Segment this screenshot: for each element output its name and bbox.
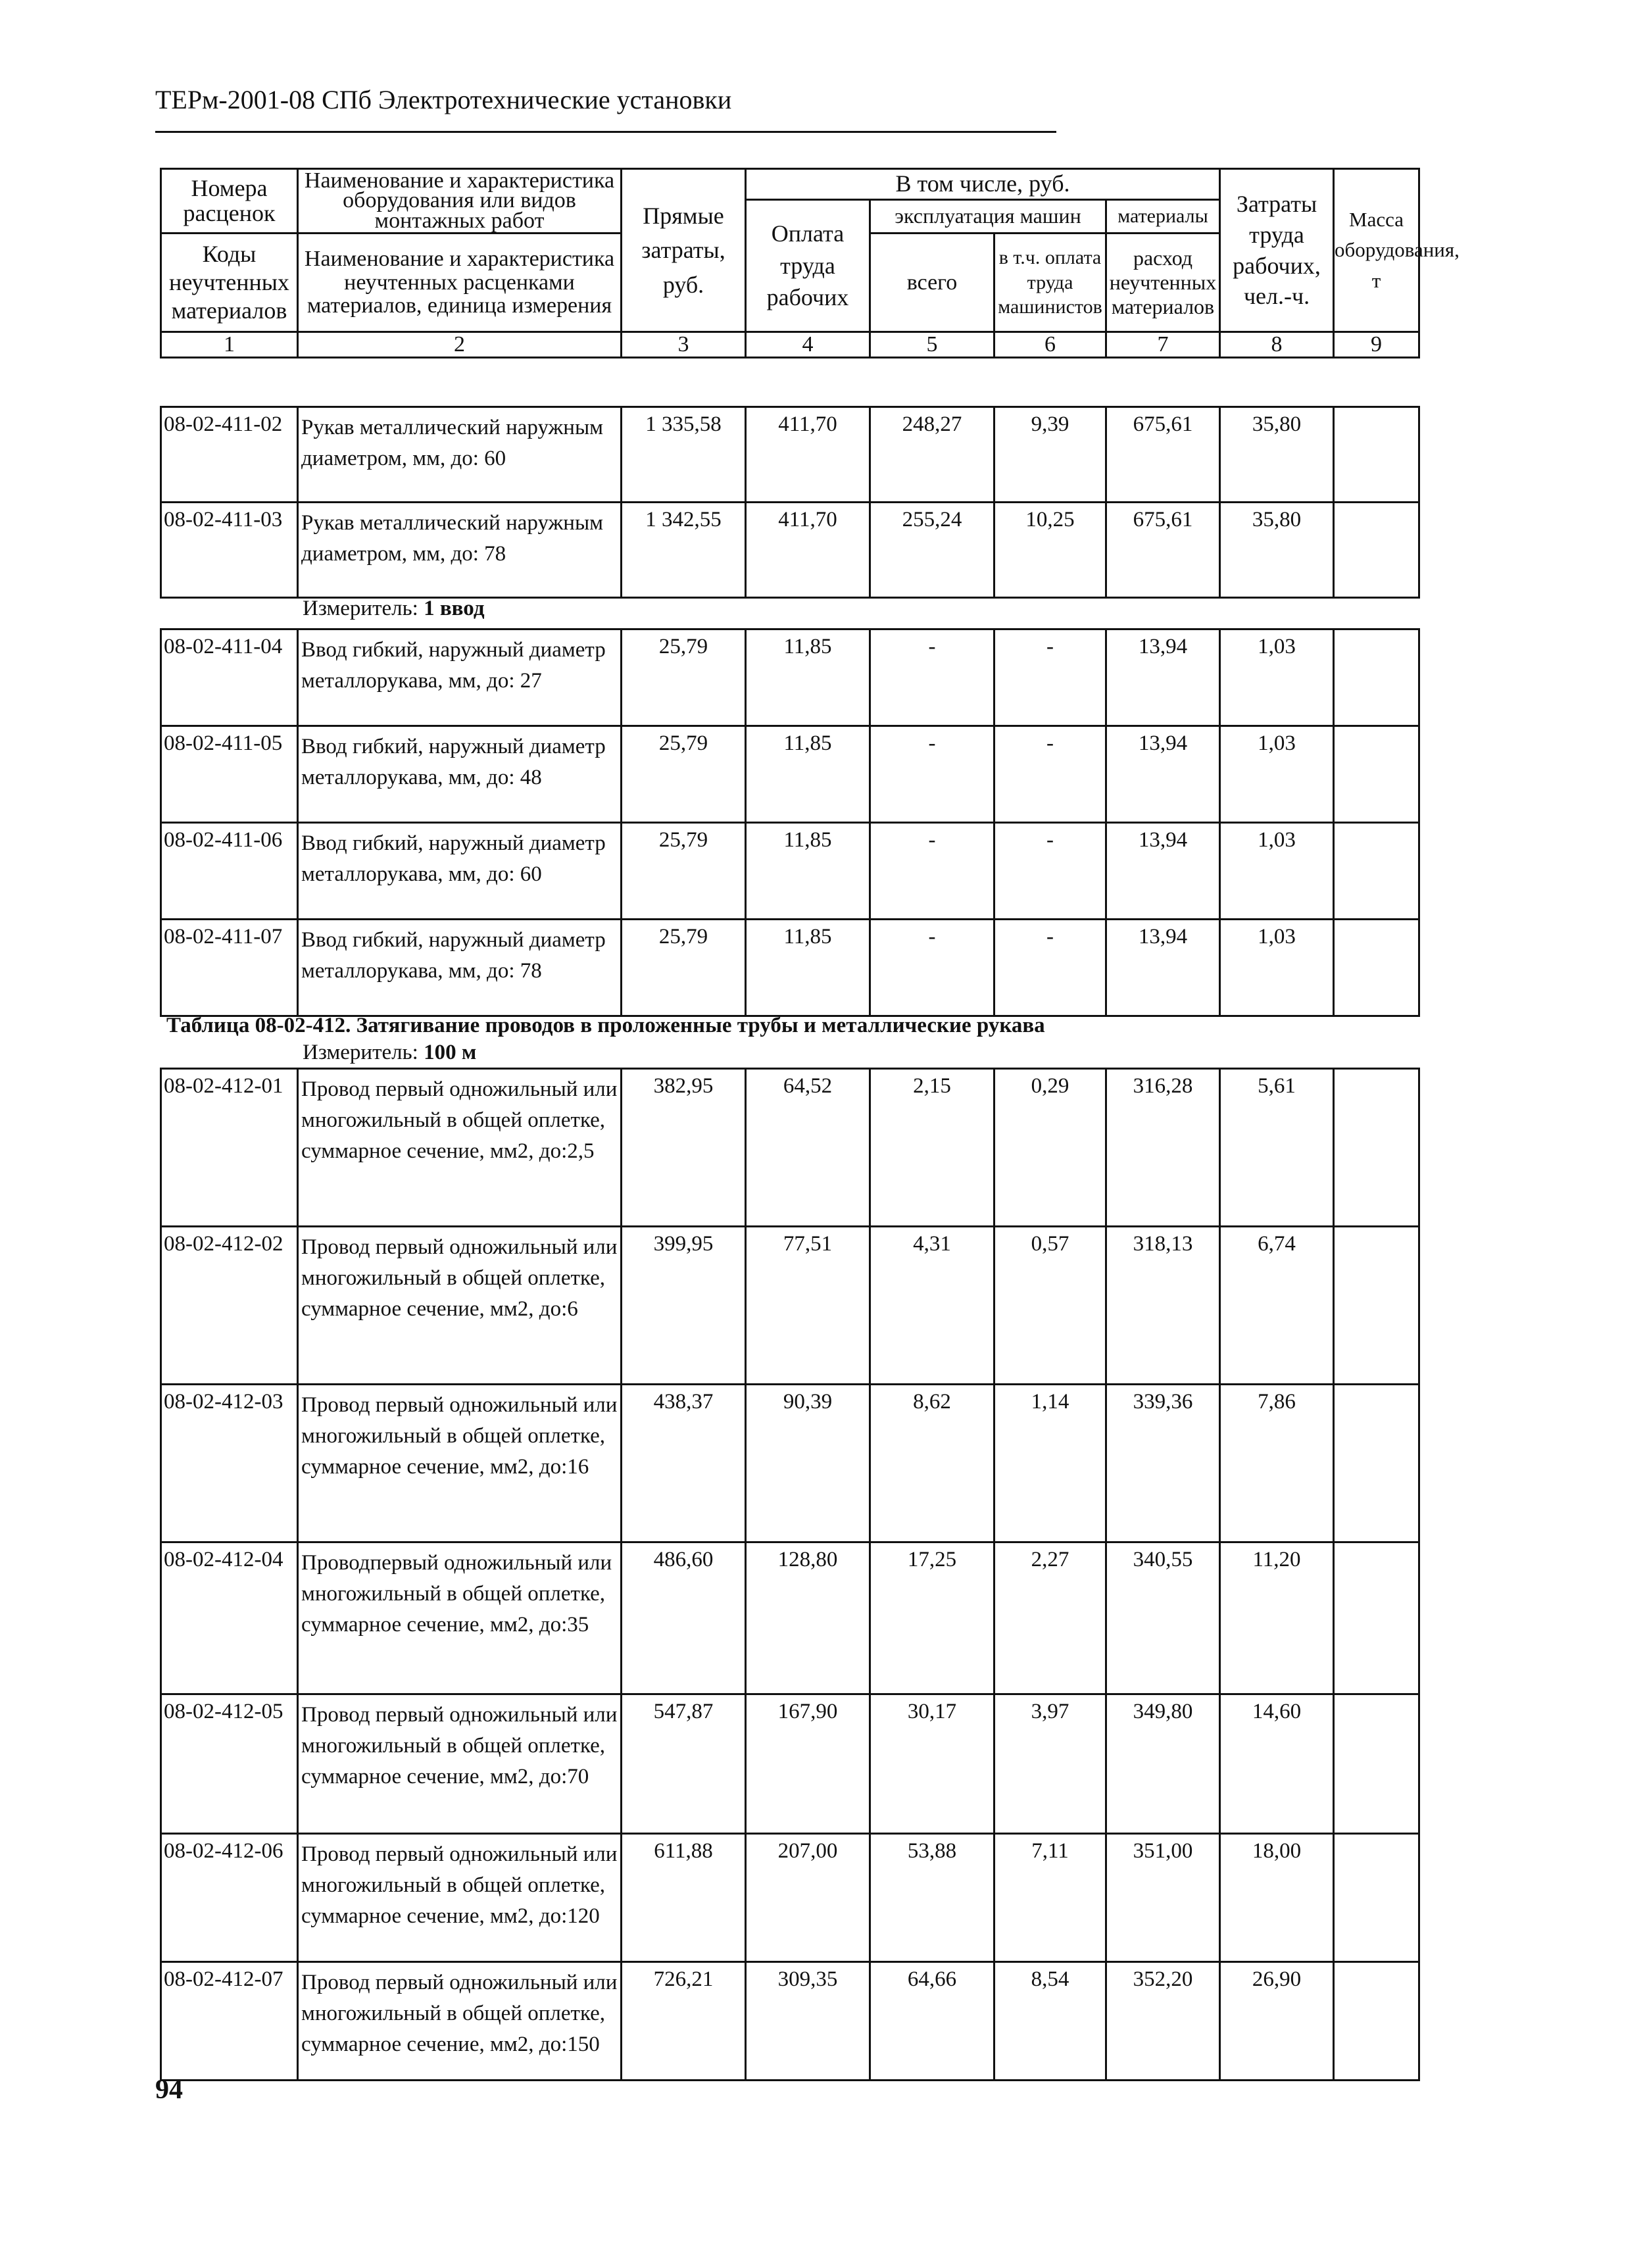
materials-cost-cell: 675,61 <box>1106 503 1220 598</box>
rates-table-wires <box>160 1068 1420 2081</box>
header-number-6: 6 <box>994 332 1106 358</box>
equipment-mass-cell <box>1334 407 1419 503</box>
header-group-label: В том числе, руб. <box>746 169 1220 200</box>
table-row <box>161 726 1419 823</box>
labor-pay-cell: 64,52 <box>746 1069 870 1227</box>
work-name-cell: Ввод гибкий, наружный диаметр металлорукава, мм, до: 48 <box>298 726 622 823</box>
work-name-cell: Ввод гибкий, наружный диаметр металлорукава, мм, до: 60 <box>298 823 622 920</box>
labor-hours-cell: 35,80 <box>1220 503 1334 598</box>
title-rule <box>155 131 1056 133</box>
labor-hours-cell: 35,80 <box>1220 407 1334 503</box>
direct-cost-cell: 399,95 <box>622 1227 746 1385</box>
header-number-5: 5 <box>870 332 994 358</box>
rate-code-cell: 08-02-412-01 <box>161 1069 298 1227</box>
materials-cost-cell: 13,94 <box>1106 823 1220 920</box>
header-col6: в т.ч. оплата труда машинистов <box>994 234 1106 332</box>
equipment-mass-cell <box>1334 726 1419 823</box>
header-col3: Прямые затраты, руб. <box>622 169 746 332</box>
machine-cost-cell: - <box>870 726 994 823</box>
materials-cost-cell: 349,80 <box>1106 1694 1220 1834</box>
table-row <box>161 629 1419 726</box>
machinist-pay-cell: 1,14 <box>994 1385 1106 1542</box>
equipment-mass-cell <box>1334 1962 1419 2081</box>
labor-pay-cell: 77,51 <box>746 1227 870 1385</box>
equipment-mass-cell <box>1334 823 1419 920</box>
column-header-table <box>160 168 1460 358</box>
machinist-pay-cell: - <box>994 726 1106 823</box>
machine-cost-cell: - <box>870 920 994 1016</box>
labor-hours-cell: 1,03 <box>1220 823 1334 920</box>
machinist-pay-cell: 9,39 <box>994 407 1106 503</box>
equipment-mass-cell <box>1334 1069 1419 1227</box>
equipment-mass-cell <box>1334 1227 1419 1385</box>
labor-hours-cell: 1,03 <box>1220 629 1334 726</box>
work-name-cell: Ввод гибкий, наружный диаметр металлорукава, мм, до: 78 <box>298 920 622 1016</box>
direct-cost-cell: 438,37 <box>622 1385 746 1542</box>
labor-pay-cell: 11,85 <box>746 629 870 726</box>
measure-unit-2 <box>303 1041 476 1065</box>
direct-cost-cell: 25,79 <box>622 726 746 823</box>
direct-cost-cell: 611,88 <box>622 1834 746 1962</box>
materials-cost-cell: 13,94 <box>1106 920 1220 1016</box>
work-name-cell: Ввод гибкий, наружный диаметр металлорукава, мм, до: 27 <box>298 629 622 726</box>
rate-code-cell: 08-02-411-04 <box>161 629 298 726</box>
rate-code-cell: 08-02-412-05 <box>161 1694 298 1834</box>
labor-hours-cell: 6,74 <box>1220 1227 1334 1385</box>
labor-hours-cell: 1,03 <box>1220 726 1334 823</box>
header-number-1: 1 <box>161 332 298 358</box>
work-name-cell: Рукав металлический наружным диаметром, мм, до: 60 <box>298 407 622 503</box>
labor-pay-cell: 11,85 <box>746 726 870 823</box>
measure-value: 1 ввод <box>424 597 485 620</box>
table-row <box>161 1834 1419 1962</box>
machine-cost-cell: 17,25 <box>870 1542 994 1694</box>
machinist-pay-cell: 8,54 <box>994 1962 1106 2081</box>
rate-code-cell: 08-02-412-04 <box>161 1542 298 1694</box>
direct-cost-cell: 486,60 <box>622 1542 746 1694</box>
labor-hours-cell: 14,60 <box>1220 1694 1334 1834</box>
table-row <box>161 1542 1419 1694</box>
labor-pay-cell: 90,39 <box>746 1385 870 1542</box>
header-number-8: 8 <box>1220 332 1334 358</box>
header-materials-label: материалы <box>1106 200 1220 234</box>
header-number-3: 3 <box>622 332 746 358</box>
labor-pay-cell: 11,85 <box>746 823 870 920</box>
machinist-pay-cell: - <box>994 823 1106 920</box>
machinist-pay-cell: 3,97 <box>994 1694 1106 1834</box>
machinist-pay-cell: 0,29 <box>994 1069 1106 1227</box>
table-row <box>161 503 1419 598</box>
header-col5: всего <box>870 234 994 332</box>
machine-cost-cell: - <box>870 629 994 726</box>
machinist-pay-cell: 0,57 <box>994 1227 1106 1385</box>
labor-pay-cell: 207,00 <box>746 1834 870 1962</box>
labor-pay-cell: 11,85 <box>746 920 870 1016</box>
materials-cost-cell: 13,94 <box>1106 629 1220 726</box>
machine-cost-cell: 255,24 <box>870 503 994 598</box>
materials-cost-cell: 352,20 <box>1106 1962 1220 2081</box>
rate-code-cell: 08-02-411-02 <box>161 407 298 503</box>
rate-code-cell: 08-02-411-07 <box>161 920 298 1016</box>
machinist-pay-cell: 7,11 <box>994 1834 1106 1962</box>
rates-table-flexible-inputs <box>160 628 1420 1017</box>
header-col9: Масса оборудования, т <box>1334 169 1419 332</box>
work-name-cell: Рукав металлический наружным диаметром, мм, до: 78 <box>298 503 622 598</box>
direct-cost-cell: 1 335,58 <box>622 407 746 503</box>
direct-cost-cell: 25,79 <box>622 823 746 920</box>
machinist-pay-cell: - <box>994 920 1106 1016</box>
labor-pay-cell: 128,80 <box>746 1542 870 1694</box>
machine-cost-cell: 64,66 <box>870 1962 994 2081</box>
machine-cost-cell: - <box>870 823 994 920</box>
labor-hours-cell: 1,03 <box>1220 920 1334 1016</box>
header-number-4: 4 <box>746 332 870 358</box>
materials-cost-cell: 318,13 <box>1106 1227 1220 1385</box>
page-number: 94 <box>155 2075 183 2105</box>
equipment-mass-cell <box>1334 1385 1419 1542</box>
direct-cost-cell: 25,79 <box>622 629 746 726</box>
direct-cost-cell: 726,21 <box>622 1962 746 2081</box>
header-col2-bottom: Наименование и характеристика неучтенных расценками материалов, единица измерения <box>298 234 622 332</box>
header-number-7: 7 <box>1106 332 1220 358</box>
table-row <box>161 823 1419 920</box>
work-name-cell: Провод первый одножильный или многожильный в общей оплетке, суммарное сечение, мм2, до:2,5 <box>298 1069 622 1227</box>
machine-cost-cell: 2,15 <box>870 1069 994 1227</box>
equipment-mass-cell <box>1334 629 1419 726</box>
header-col8: Затраты труда рабочих, чел.-ч. <box>1220 169 1334 332</box>
header-col4: Оплата труда рабочих <box>746 200 870 332</box>
table-row <box>161 1227 1419 1385</box>
materials-cost-cell: 316,28 <box>1106 1069 1220 1227</box>
materials-cost-cell: 340,55 <box>1106 1542 1220 1694</box>
equipment-mass-cell <box>1334 1694 1419 1834</box>
materials-cost-cell: 13,94 <box>1106 726 1220 823</box>
rate-code-cell: 08-02-412-06 <box>161 1834 298 1962</box>
rate-code-cell: 08-02-411-05 <box>161 726 298 823</box>
measure-label: Измеритель: <box>303 597 418 620</box>
equipment-mass-cell <box>1334 1542 1419 1694</box>
direct-cost-cell: 382,95 <box>622 1069 746 1227</box>
table-row <box>161 1962 1419 2081</box>
work-name-cell: Проводпервый одножильный или многожильный в общей оплетке, суммарное сечение, мм2, до:35 <box>298 1542 622 1694</box>
work-name-cell: Провод первый одножильный или многожильный в общей оплетке, суммарное сечение, мм2, до:6 <box>298 1227 622 1385</box>
machine-cost-cell: 30,17 <box>870 1694 994 1834</box>
table-row <box>161 407 1419 503</box>
materials-cost-cell: 351,00 <box>1106 1834 1220 1962</box>
labor-pay-cell: 309,35 <box>746 1962 870 2081</box>
labor-hours-cell: 11,20 <box>1220 1542 1334 1694</box>
work-name-cell: Провод первый одножильный или многожильный в общей оплетке, суммарное сечение, мм2, до:16 <box>298 1385 622 1542</box>
header-machines-label: эксплуатация машин <box>870 200 1106 234</box>
direct-cost-cell: 547,87 <box>622 1694 746 1834</box>
machine-cost-cell: 53,88 <box>870 1834 994 1962</box>
labor-pay-cell: 411,70 <box>746 407 870 503</box>
header-col1-top: Номера расценок <box>161 169 298 234</box>
materials-cost-cell: 675,61 <box>1106 407 1220 503</box>
measure-unit-1 <box>303 597 485 621</box>
machine-cost-cell: 4,31 <box>870 1227 994 1385</box>
labor-hours-cell: 18,00 <box>1220 1834 1334 1962</box>
machinist-pay-cell: - <box>994 629 1106 726</box>
labor-hours-cell: 5,61 <box>1220 1069 1334 1227</box>
table-caption: Таблица 08-02-412. Затягивание проводов в проложенные трубы и металлические рукава <box>166 1014 1045 1037</box>
rates-table-hoses <box>160 406 1420 599</box>
rate-code-cell: 08-02-412-07 <box>161 1962 298 2081</box>
header-col7: расход неучтенных материалов <box>1106 234 1220 332</box>
table-row <box>161 1385 1419 1542</box>
measure-label: Измеритель: <box>303 1041 418 1064</box>
equipment-mass-cell <box>1334 1834 1419 1962</box>
machinist-pay-cell: 2,27 <box>994 1542 1106 1694</box>
table-row <box>161 920 1419 1016</box>
work-name-cell: Провод первый одножильный или многожильный в общей оплетке, суммарное сечение, мм2, до:150 <box>298 1962 622 2081</box>
work-name-cell: Провод первый одножильный или многожильный в общей оплетке, суммарное сечение, мм2, до:120 <box>298 1834 622 1962</box>
labor-hours-cell: 7,86 <box>1220 1385 1334 1542</box>
table-row <box>161 1694 1419 1834</box>
direct-cost-cell: 1 342,55 <box>622 503 746 598</box>
rate-code-cell: 08-02-411-03 <box>161 503 298 598</box>
machine-cost-cell: 8,62 <box>870 1385 994 1542</box>
rate-code-cell: 08-02-412-02 <box>161 1227 298 1385</box>
table-row <box>161 1069 1419 1227</box>
header-col2-top: Наименование и характеристика оборудования или видов монтажных работ <box>298 169 622 234</box>
equipment-mass-cell <box>1334 920 1419 1016</box>
equipment-mass-cell <box>1334 503 1419 598</box>
machinist-pay-cell: 10,25 <box>994 503 1106 598</box>
machine-cost-cell: 248,27 <box>870 407 994 503</box>
labor-pay-cell: 167,90 <box>746 1694 870 1834</box>
rate-code-cell: 08-02-411-06 <box>161 823 298 920</box>
work-name-cell: Провод первый одножильный или многожильный в общей оплетке, суммарное сечение, мм2, до:70 <box>298 1694 622 1834</box>
rate-code-cell: 08-02-412-03 <box>161 1385 298 1542</box>
page-title: ТЕРм-2001-08 СПб Электротехнические установки <box>155 85 732 114</box>
header-number-2: 2 <box>298 332 622 358</box>
measure-value: 100 м <box>424 1041 477 1064</box>
header-col1-bottom: Коды неучтенных материалов <box>161 234 298 332</box>
direct-cost-cell: 25,79 <box>622 920 746 1016</box>
labor-hours-cell: 26,90 <box>1220 1962 1334 2081</box>
header-number-9: 9 <box>1334 332 1419 358</box>
labor-pay-cell: 411,70 <box>746 503 870 598</box>
materials-cost-cell: 339,36 <box>1106 1385 1220 1542</box>
